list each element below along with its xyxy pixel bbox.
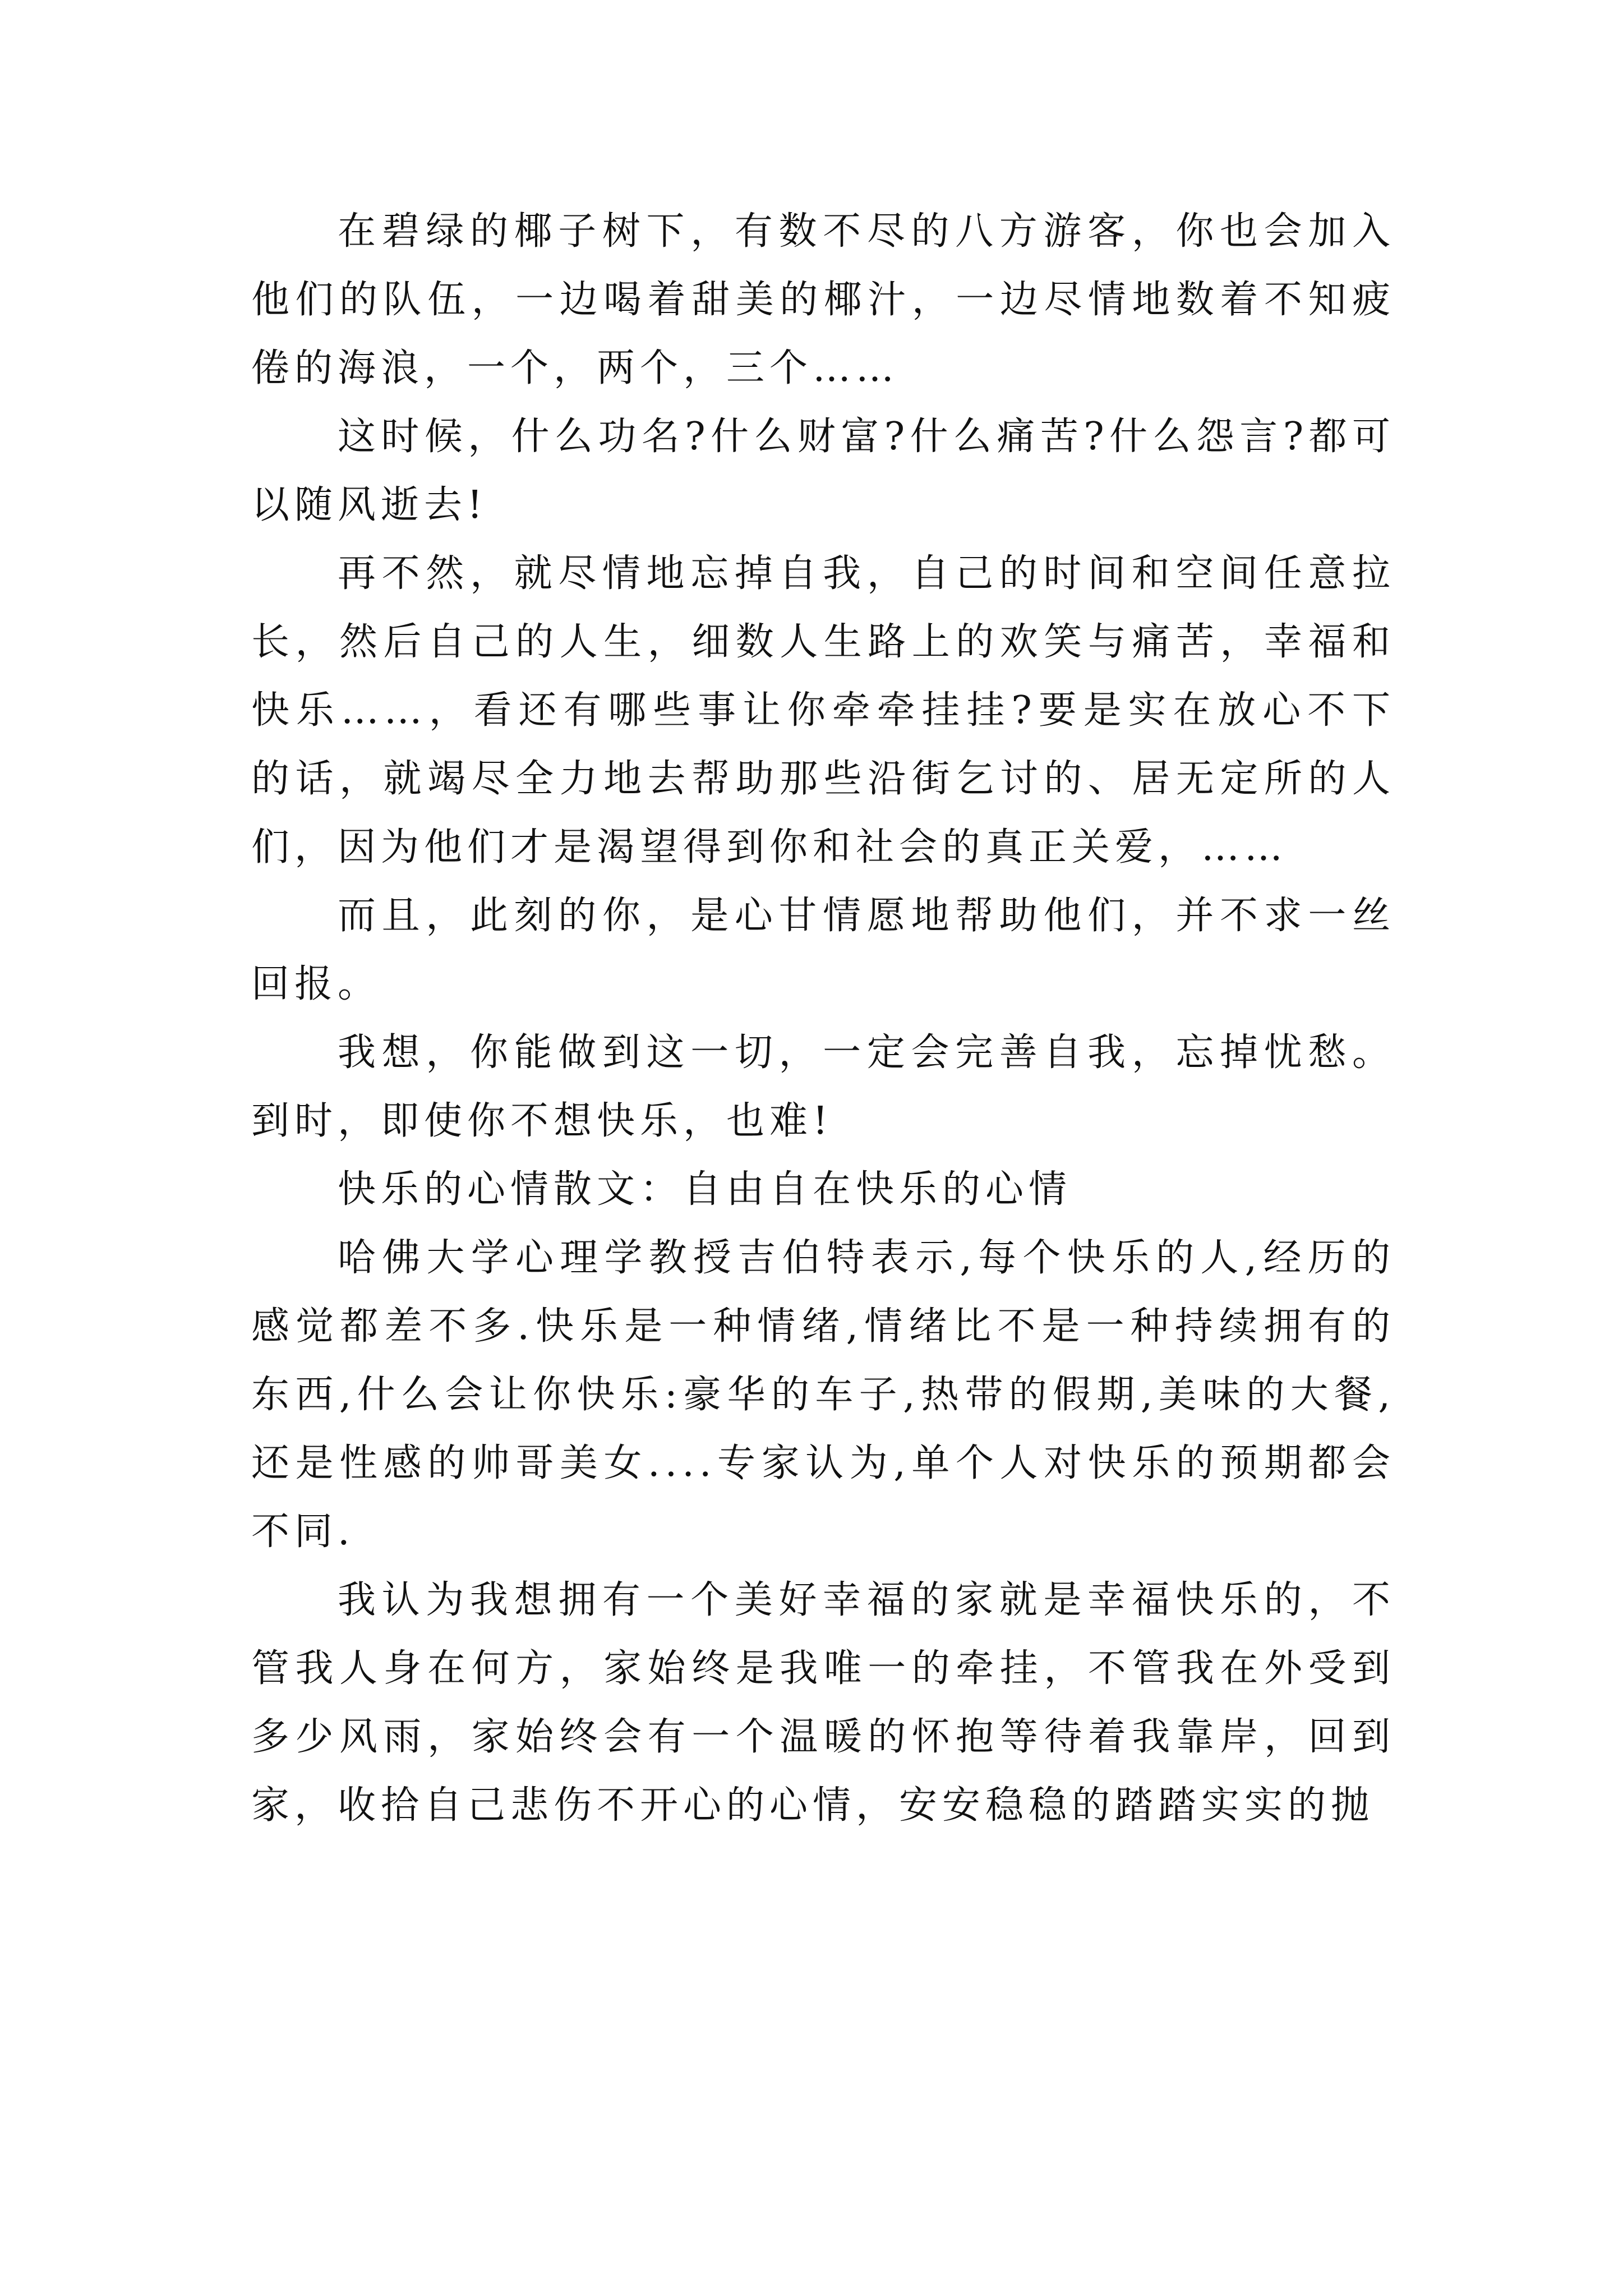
paragraph-hard-not-happy: 我想，你能做到这一切，一定会完善自我，忘掉忧愁。到时，即使你不想快乐，也难! xyxy=(251,1030,1395,1143)
section-heading: 快乐的心情散文：自由自在快乐的心情 xyxy=(338,1167,1072,1212)
paragraph-harvard-gilbert: 哈佛大学心理学教授吉伯特表示,每个快乐的人,经历的感觉都差不多.快乐是一种情绪,情绪比不是一种持续拥有的东西,什么会让你快乐:豪华的车子,热带的假期,美味的大餐,还是性感的帅哥美女....专家认为,单个人对快乐的预期都会不同. xyxy=(251,1236,1395,1554)
article-body xyxy=(251,197,1395,1840)
paragraph-willing-help: 而且，此刻的你，是心甘情愿地帮助他们，并不求一丝回报。 xyxy=(251,894,1395,1006)
paragraph-happy-home: 我认为我想拥有一个美好幸福的家就是幸福快乐的，不管我人身在何方，家始终是我唯一的牵挂，不管我在外受到多少风雨，家始终会有一个温暖的怀抱等待着我靠岸，回到家，收拾自己悲伤不开心的心情，安安稳稳的踏踏实实的抛 xyxy=(251,1578,1395,1828)
paragraph-forget-self: 再不然，就尽情地忘掉自我，自己的时间和空间任意拉长，然后自己的人生，细数人生路上的欢笑与痛苦，幸福和快乐……，看还有哪些事让你牵牵挂挂?要是实在放心不下的话，就竭尽全力地去帮助那些沿街乞讨的、居无定所的人们，因为他们才是渴望得到你和社会的真正关爱，…… xyxy=(251,551,1395,869)
paragraph-coconut-tree: 在碧绿的椰子树下，有数不尽的八方游客，你也会加入他们的队伍，一边喝着甜美的椰汁，一边尽情地数着不知疲倦的海浪，一个，两个，三个…… xyxy=(251,209,1395,390)
paragraph-fame-wealth: 这时候，什么功名?什么财富?什么痛苦?什么怨言?都可以随风逝去! xyxy=(251,415,1395,527)
